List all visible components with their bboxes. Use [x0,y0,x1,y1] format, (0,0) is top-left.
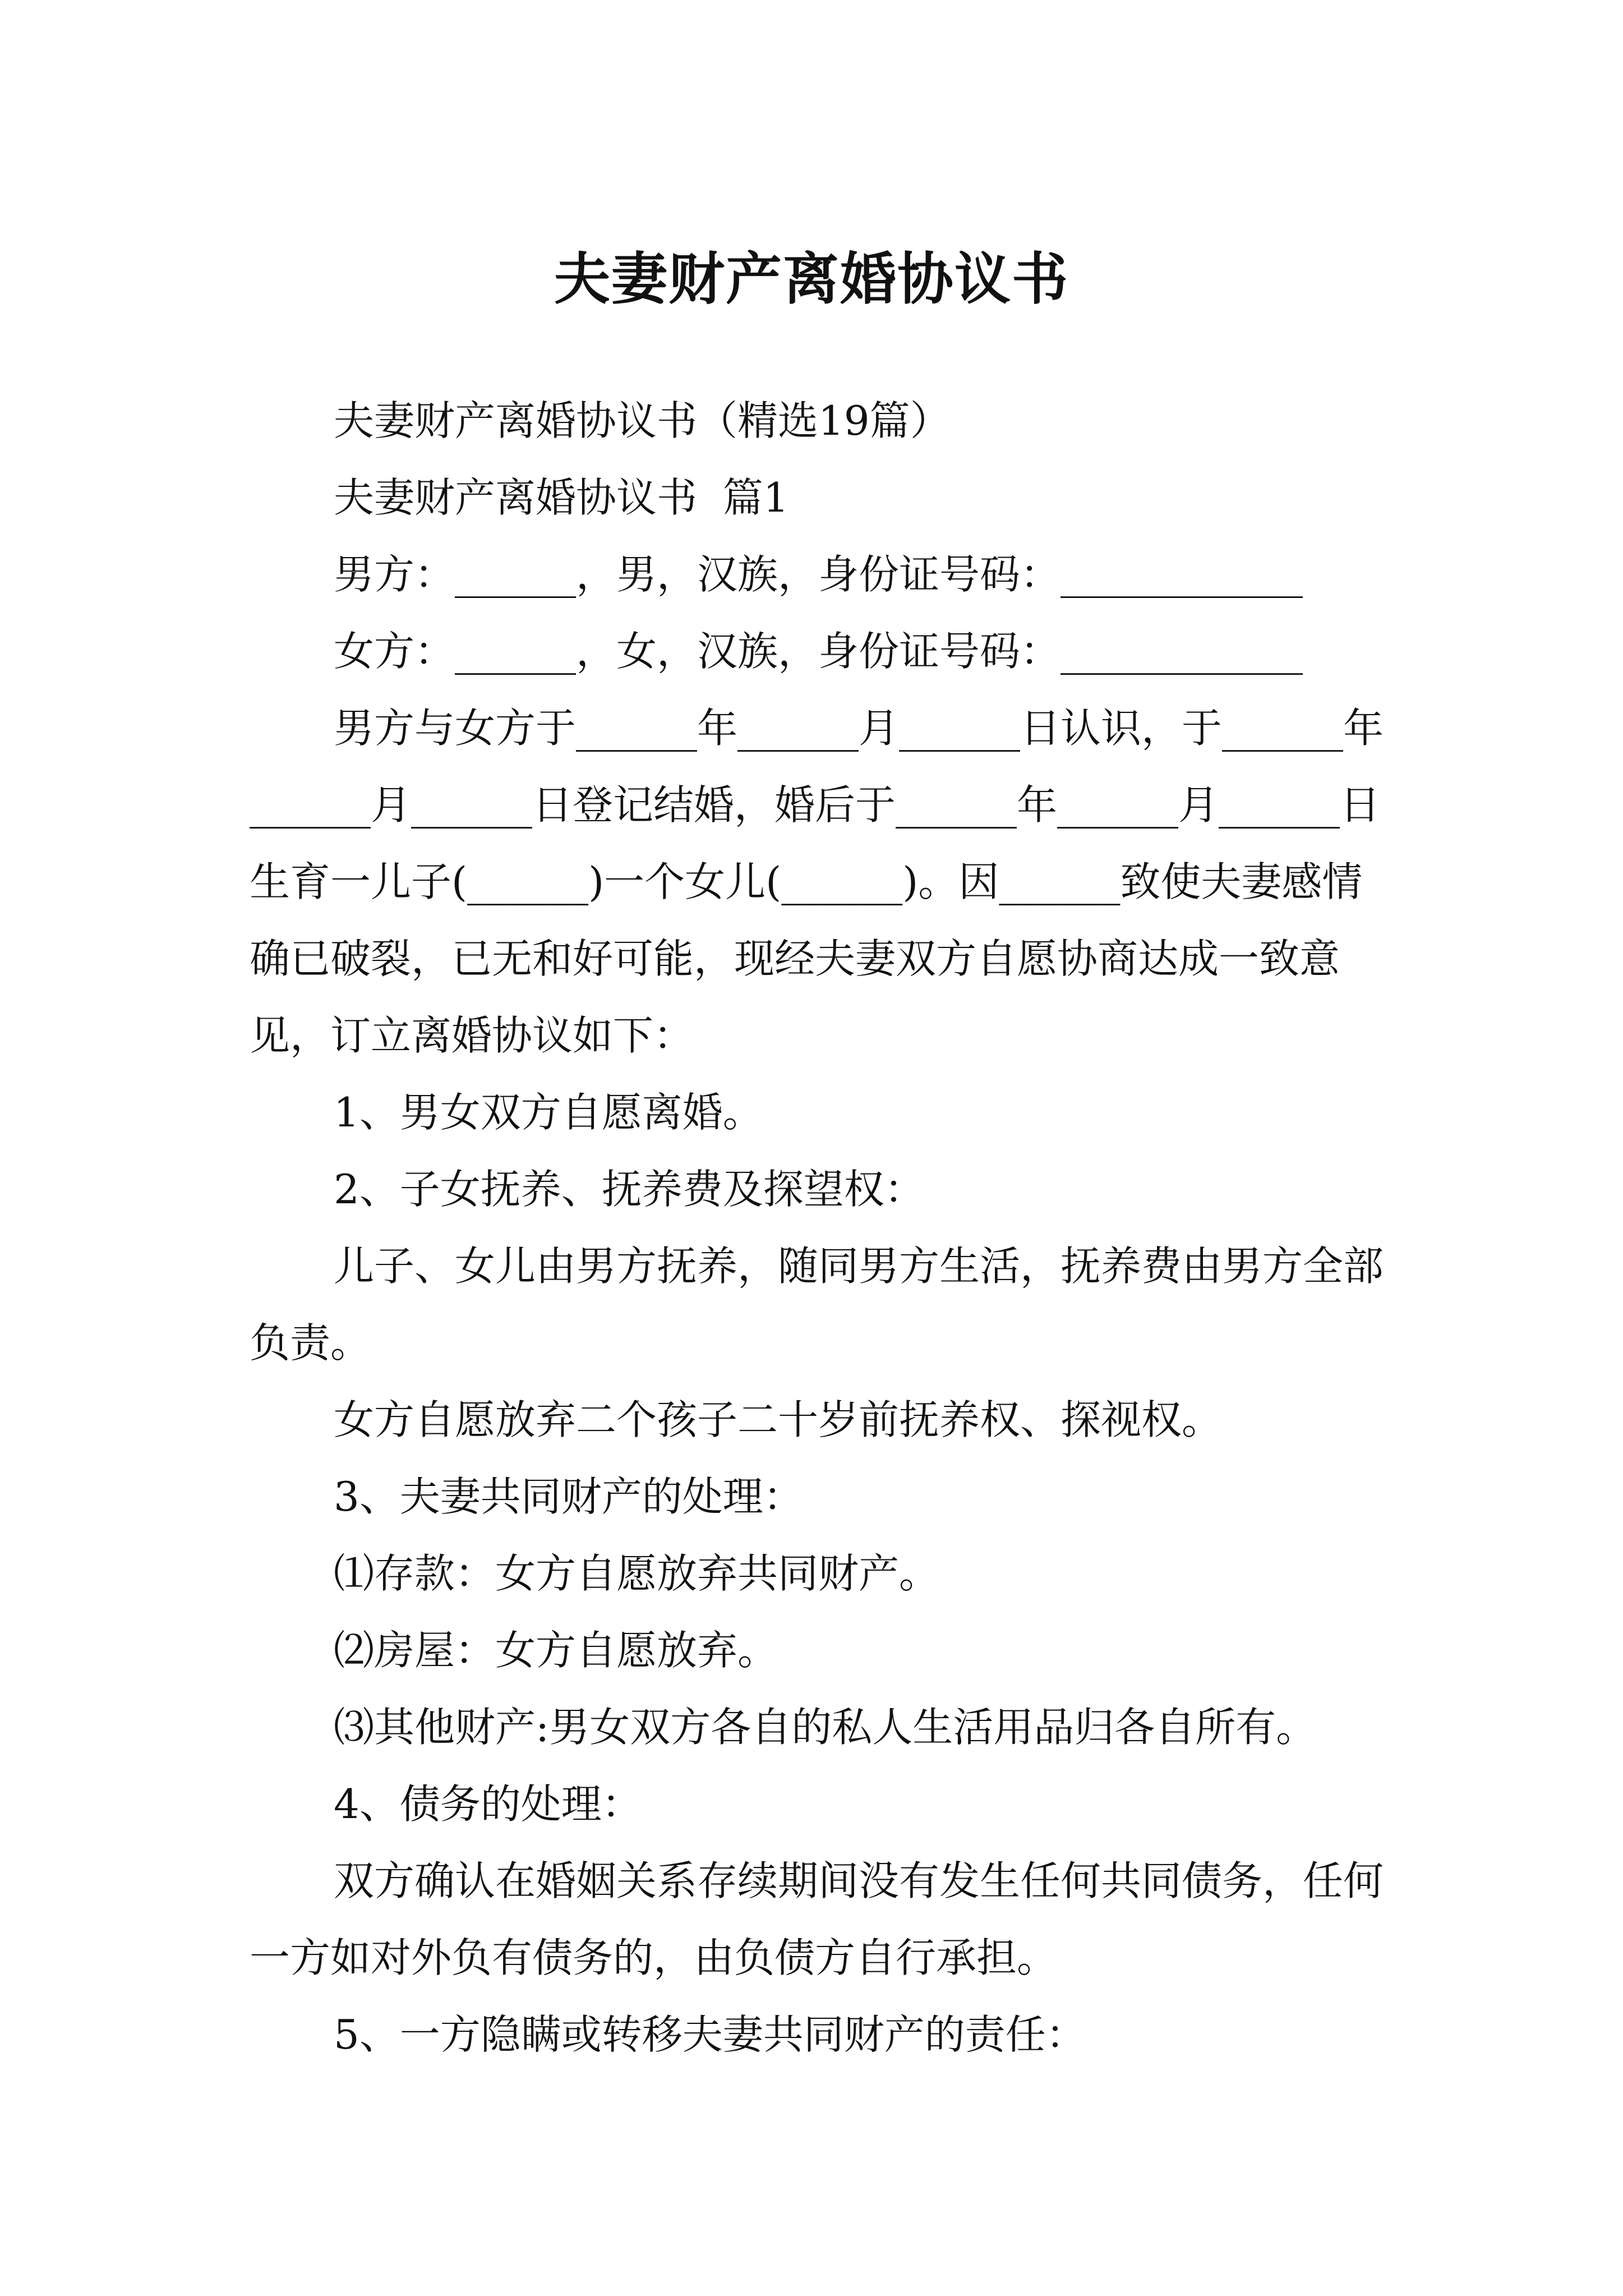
paragraph-clause-1: 1、男女双方自愿离婚。 [334,1089,763,1136]
paragraph-debts: 双方确认在婚姻关系存续期间没有发生任何共同债务，任何一方如对外负有债务的，由负债方自行承担。 [250,1857,1384,1981]
paragraph-other-property: ⑶其他财产:男女双方各自的私人生活用品归各自所有。 [334,1704,1317,1751]
document-body [250,383,1388,2073]
paragraph-section-heading: 夫妻财产离婚协议书 篇1 [334,474,789,521]
paragraph-male-party: 男方：______，男，汉族，身份证号码：____________ [334,551,1303,598]
paragraph-clause-4: 4、债务的处理： [334,1780,642,1828]
paragraph-clause-2: 2、子女抚养、抚养费及探望权： [334,1166,925,1213]
paragraph-waiver: 女方自愿放弃二个孩子二十岁前抚养权、探视权。 [334,1396,1223,1443]
paragraph-deposits: ⑴存款：女方自愿放弃共同财产。 [334,1550,940,1597]
paragraph-clause-5: 5、一方隐瞒或转移夫妻共同财产的责任： [334,2011,1086,2058]
paragraph-marriage-facts: 男方与女方于______年______月______日认识，于______年______月______日登记结婚，婚后于______年______月______日生育一儿子(______)一个女儿(______)。因______致使夫妻感情确已破裂，已无和好可能，现经夫妻双方自愿协商达成一致意见，订立离婚协议如下： [250,705,1384,1059]
paragraph-house: ⑵房屋：女方自愿放弃。 [334,1627,778,1674]
document-title: 夫妻财产离婚协议书 [554,246,1069,312]
paragraph-custody: 儿子、女儿由男方抚养，随同男方生活，抚养费由男方全部负责。 [250,1243,1384,1366]
paragraph-clause-3: 3、夫妻共同财产的处理： [334,1473,804,1520]
paragraph-subtitle: 夫妻财产离婚协议书（精选19篇） [334,397,951,444]
paragraph-female-party: 女方：______，女，汉族，身份证号码：____________ [334,628,1303,675]
